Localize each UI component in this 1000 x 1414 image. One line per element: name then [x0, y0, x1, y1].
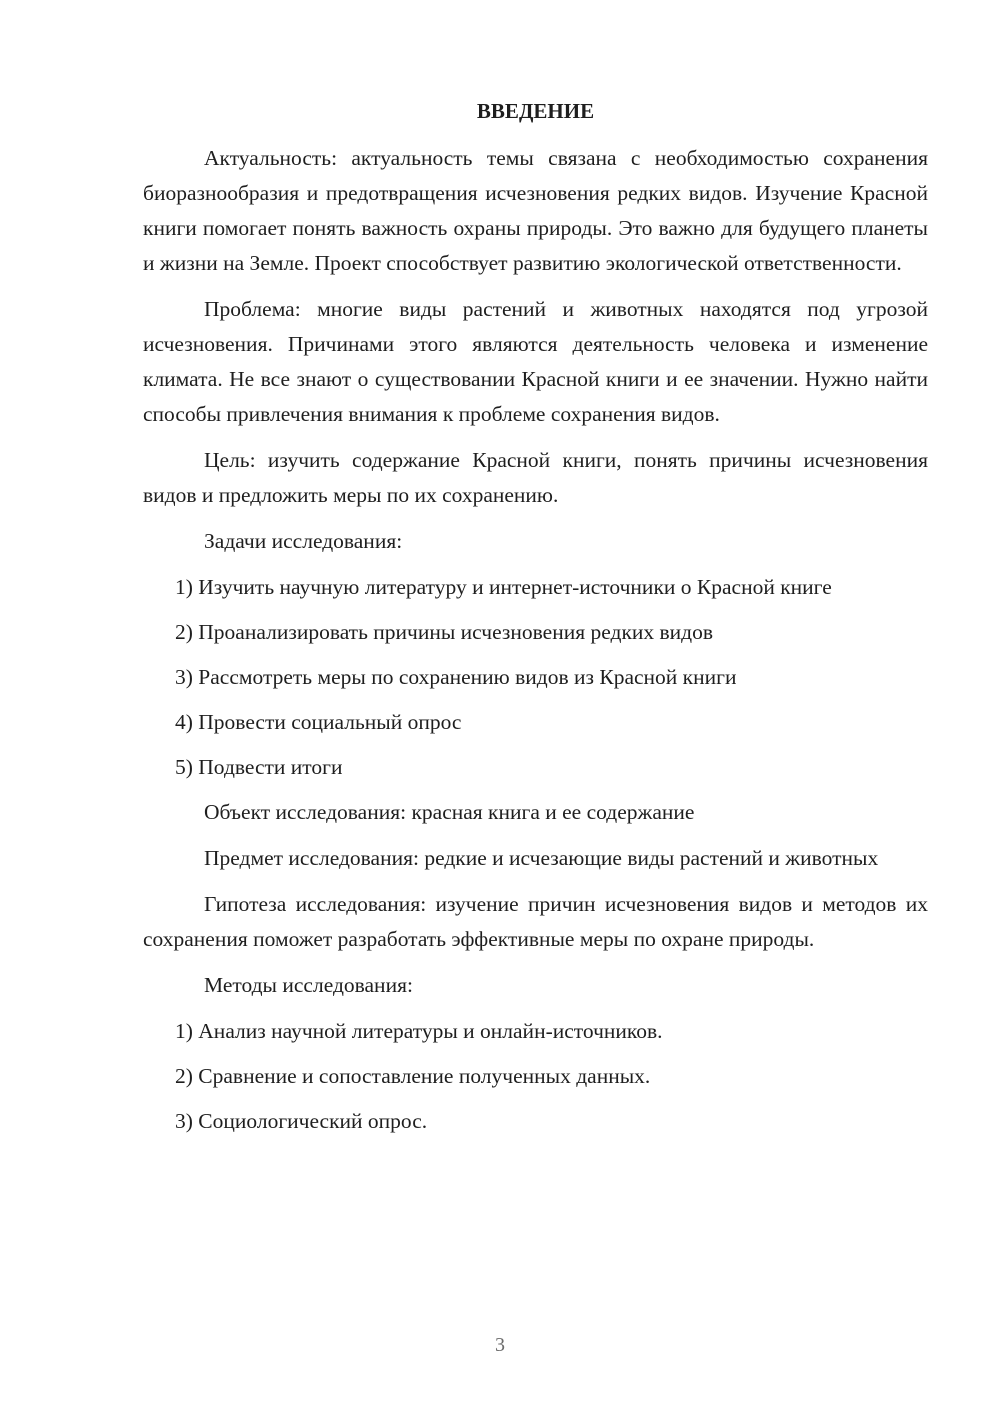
object-paragraph: Объект исследования: красная книга и ее содержание — [204, 800, 695, 824]
task-item: 1) Изучить научную литературу и интернет-источники о Красной книге — [175, 575, 832, 599]
method-item: 3) Социологический опрос. — [175, 1109, 428, 1133]
task-item: 4) Провести социальный опрос — [175, 710, 462, 734]
section-title: ВВЕДЕНИЕ — [476, 99, 595, 123]
hypothesis-paragraph: Гипотеза исследования: изучение причин исчезновения видов и методов их сохранения поможет разработать эффективные меры по охране природы. — [143, 892, 928, 951]
task-item: 5) Подвести итоги — [175, 755, 343, 779]
relevance-paragraph: Актуальность: актуальность темы связана с необходимостью сохранения биоразнообразия и предотвращения исчезновения редких видов. Изучение Красной книги помогает понять важность охраны природы. Это важно для будущего планеты и жизни на Земле. Проект способствует развитию экологической ответственности. — [143, 146, 928, 275]
goal-paragraph: Цель: изучить содержание Красной книги, понять причины исчезновения видов и предложить меры по их сохранению. — [143, 448, 928, 507]
document-page — [143, 94, 928, 1149]
tasks-heading: Задачи исследования: — [204, 529, 403, 553]
problem-paragraph: Проблема: многие виды растений и животных находятся под угрозой исчезновения. Причинами этого являются деятельность человека и изменение климата. Не все знают о существовании Красной книги и ее значении. Нужно найти способы привлечения внимания к проблеме сохранения видов. — [143, 297, 928, 426]
task-item: 3) Рассмотреть меры по сохранению видов из Красной книги — [175, 665, 737, 689]
task-item: 2) Проанализировать причины исчезновения редких видов — [175, 620, 714, 644]
page-number: 3 — [495, 1334, 505, 1356]
subject-paragraph: Предмет исследования: редкие и исчезающие виды растений и животных — [204, 846, 879, 870]
method-item: 2) Сравнение и сопоставление полученных данных. — [175, 1064, 651, 1088]
method-item: 1) Анализ научной литературы и онлайн-источников. — [175, 1019, 663, 1043]
methods-heading: Методы исследования: — [204, 973, 413, 997]
